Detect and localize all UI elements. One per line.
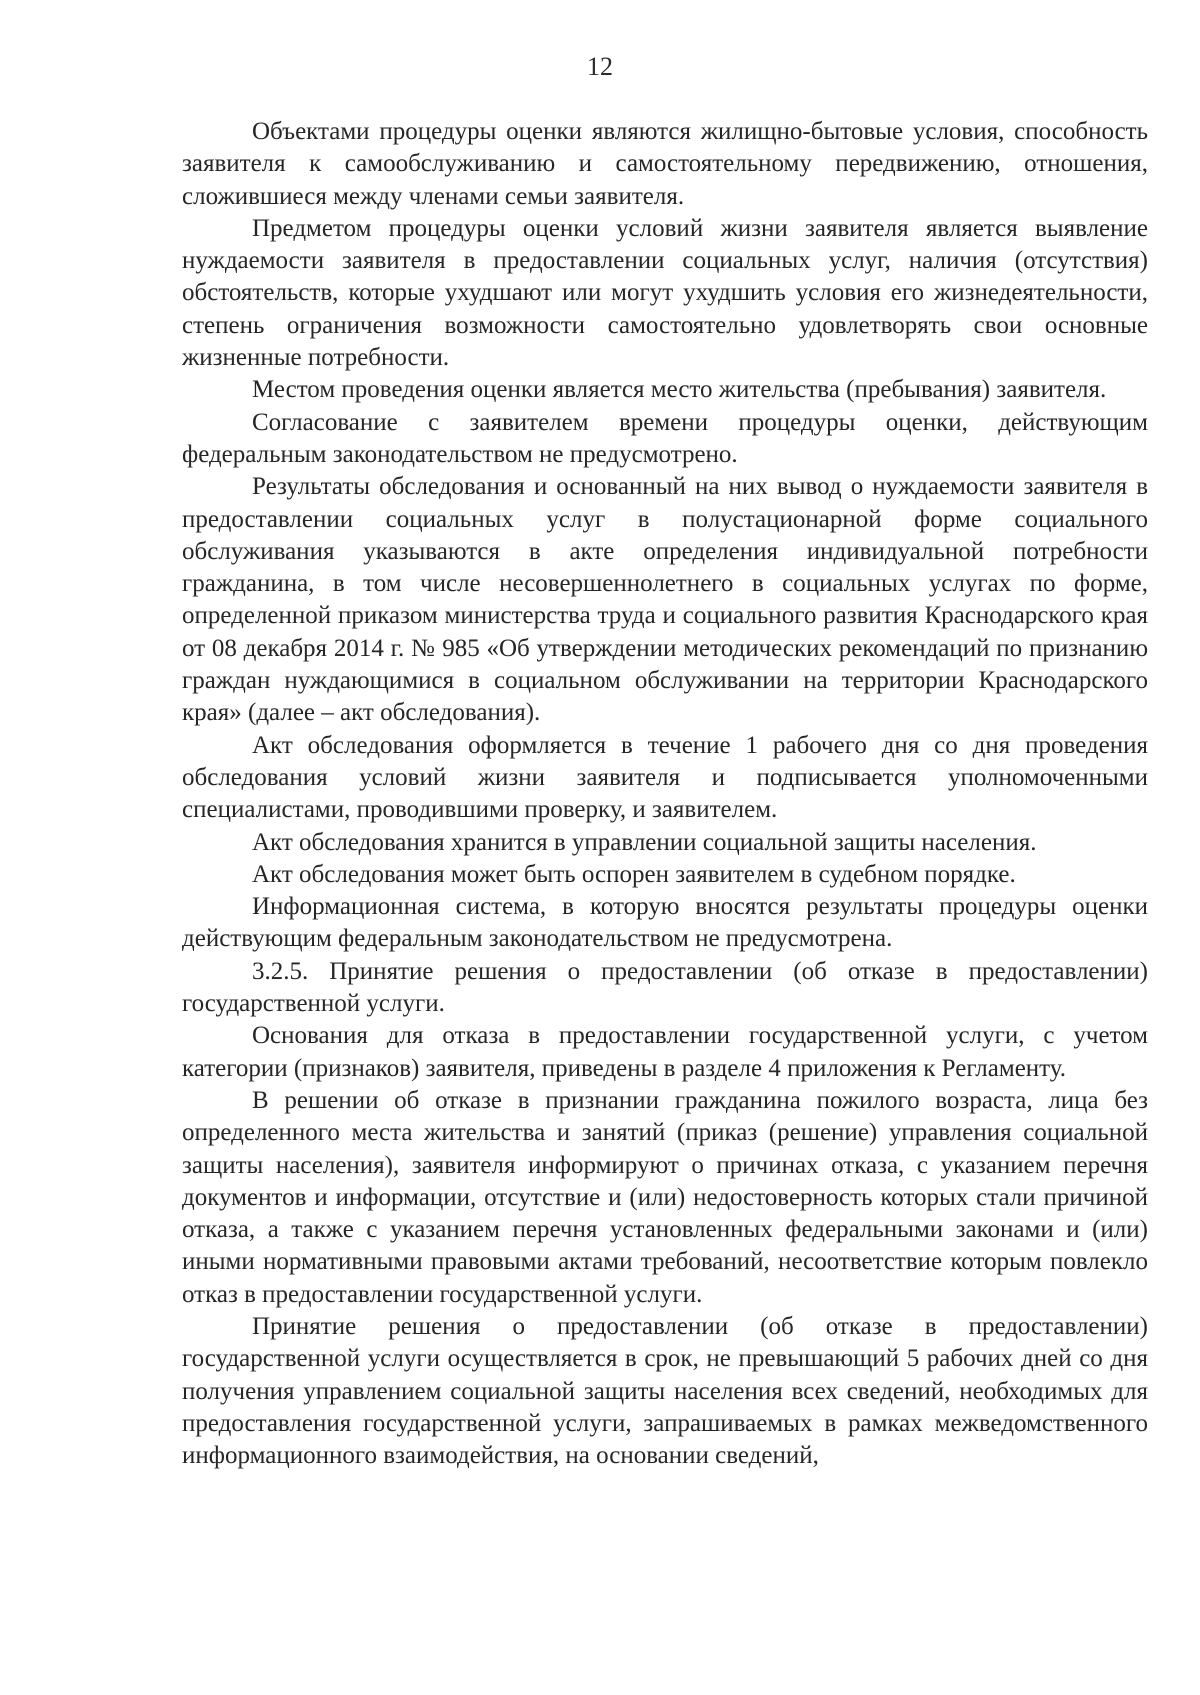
paragraph-refusal-grounds: Основания для отказа в предоставлении государственной услуги, с учетом категории (признаков) заявителя, приведены в разделе 4 приложения к Регламенту. bbox=[182, 1022, 1148, 1082]
paragraph-survey-results: Результаты обследования и основанный на них вывод о нуждаемости заявителя в предоставлении социальных услуг в полустационарной форме социального обслуживания указываются в акте определения индивидуальной потребности гражданина, в том числе несовершеннолетнего в социальных услугах по форме, определенной приказом министерства труда и социального развития Краснодарского края от 08 декабря 2014 г. № 985 «Об утверждении методических рекомендаций по признанию граждан нуждающимися в социальном обслуживании на территории Краснодарского края» (далее – акт обследования). bbox=[182, 473, 1148, 727]
paragraph-place-of-assessment: Местом проведения оценки является место жительства (пребывания) заявителя. bbox=[252, 376, 1107, 404]
paragraph-act-appeal: Акт обследования может быть оспорен заявителем в судебном порядке. bbox=[252, 860, 1016, 888]
paragraph-objects-of-assessment: Объектами процедуры оценки являются жилищно-бытовые условия, способность заявителя к самообслуживанию и самостоятельному передвижению, отношения, сложившиеся между членами семьи заявителя. bbox=[182, 118, 1148, 210]
paragraph-decision-timing: Принятие решения о предоставлении (об отказе в предоставлении) государственной услуги осуществляется в срок, не превышающий 5 рабочих дней со дня получения управлением социальной защиты населения всех сведений, необходимых для предоставления государственной услуги, запрашиваемых в рамках межведомственного информационного взаимодействия, на основании сведений, bbox=[182, 1312, 1148, 1470]
paragraph-act-execution: Акт обследования оформляется в течение 1 рабочего дня со дня проведения обследования условий жизни заявителя и подписывается уполномоченными специалистами, проводившими проверку, и заявителем. bbox=[182, 731, 1148, 824]
page-number: 12 bbox=[587, 52, 613, 81]
paragraph-subject-of-assessment: Предметом процедуры оценки условий жизни заявителя является выявление нуждаемости заявителя в предоставлении социальных услуг, наличия (отсутствия) обстоятельств, которые ухудшают или могут ухудшить условия его жизнедеятельности, степень ограничения возможности самостоятельно удовлетворять свои основные жизненные потребности. bbox=[182, 214, 1148, 372]
paragraph-time-agreement: Согласование с заявителем времени процедуры оценки, действующим федеральным законодательством не предусмотрено. bbox=[182, 408, 1148, 468]
paragraph-information-system: Информационная система, в которую вносятся результаты процедуры оценки действующим федеральным законодательством не предусмотрена. bbox=[182, 893, 1148, 953]
paragraph-act-storage: Акт обследования хранится в управлении социальной защиты населения. bbox=[252, 828, 1037, 856]
paragraph-refusal-decision: В решении об отказе в признании гражданина пожилого возраста, лица без определенного места жительства и занятий (приказ (решение) управления социальной защиты населения), заявителя информируют о причинах отказа, с указанием перечня документов и информации, отсутствие и (или) недостоверность которых стали причиной отказа, а также с указанием перечня установленных федеральными законами и (или) иными нормативными правовыми актами требований, несоответствие которым повлекло отказ в предоставлении государственной услуги. bbox=[182, 1086, 1148, 1308]
section-heading-3-2-5: 3.2.5. Принятие решения о предоставлении (об отказе в предоставлении) государственной услуги. bbox=[182, 957, 1148, 1018]
document-body bbox=[182, 116, 1148, 1472]
